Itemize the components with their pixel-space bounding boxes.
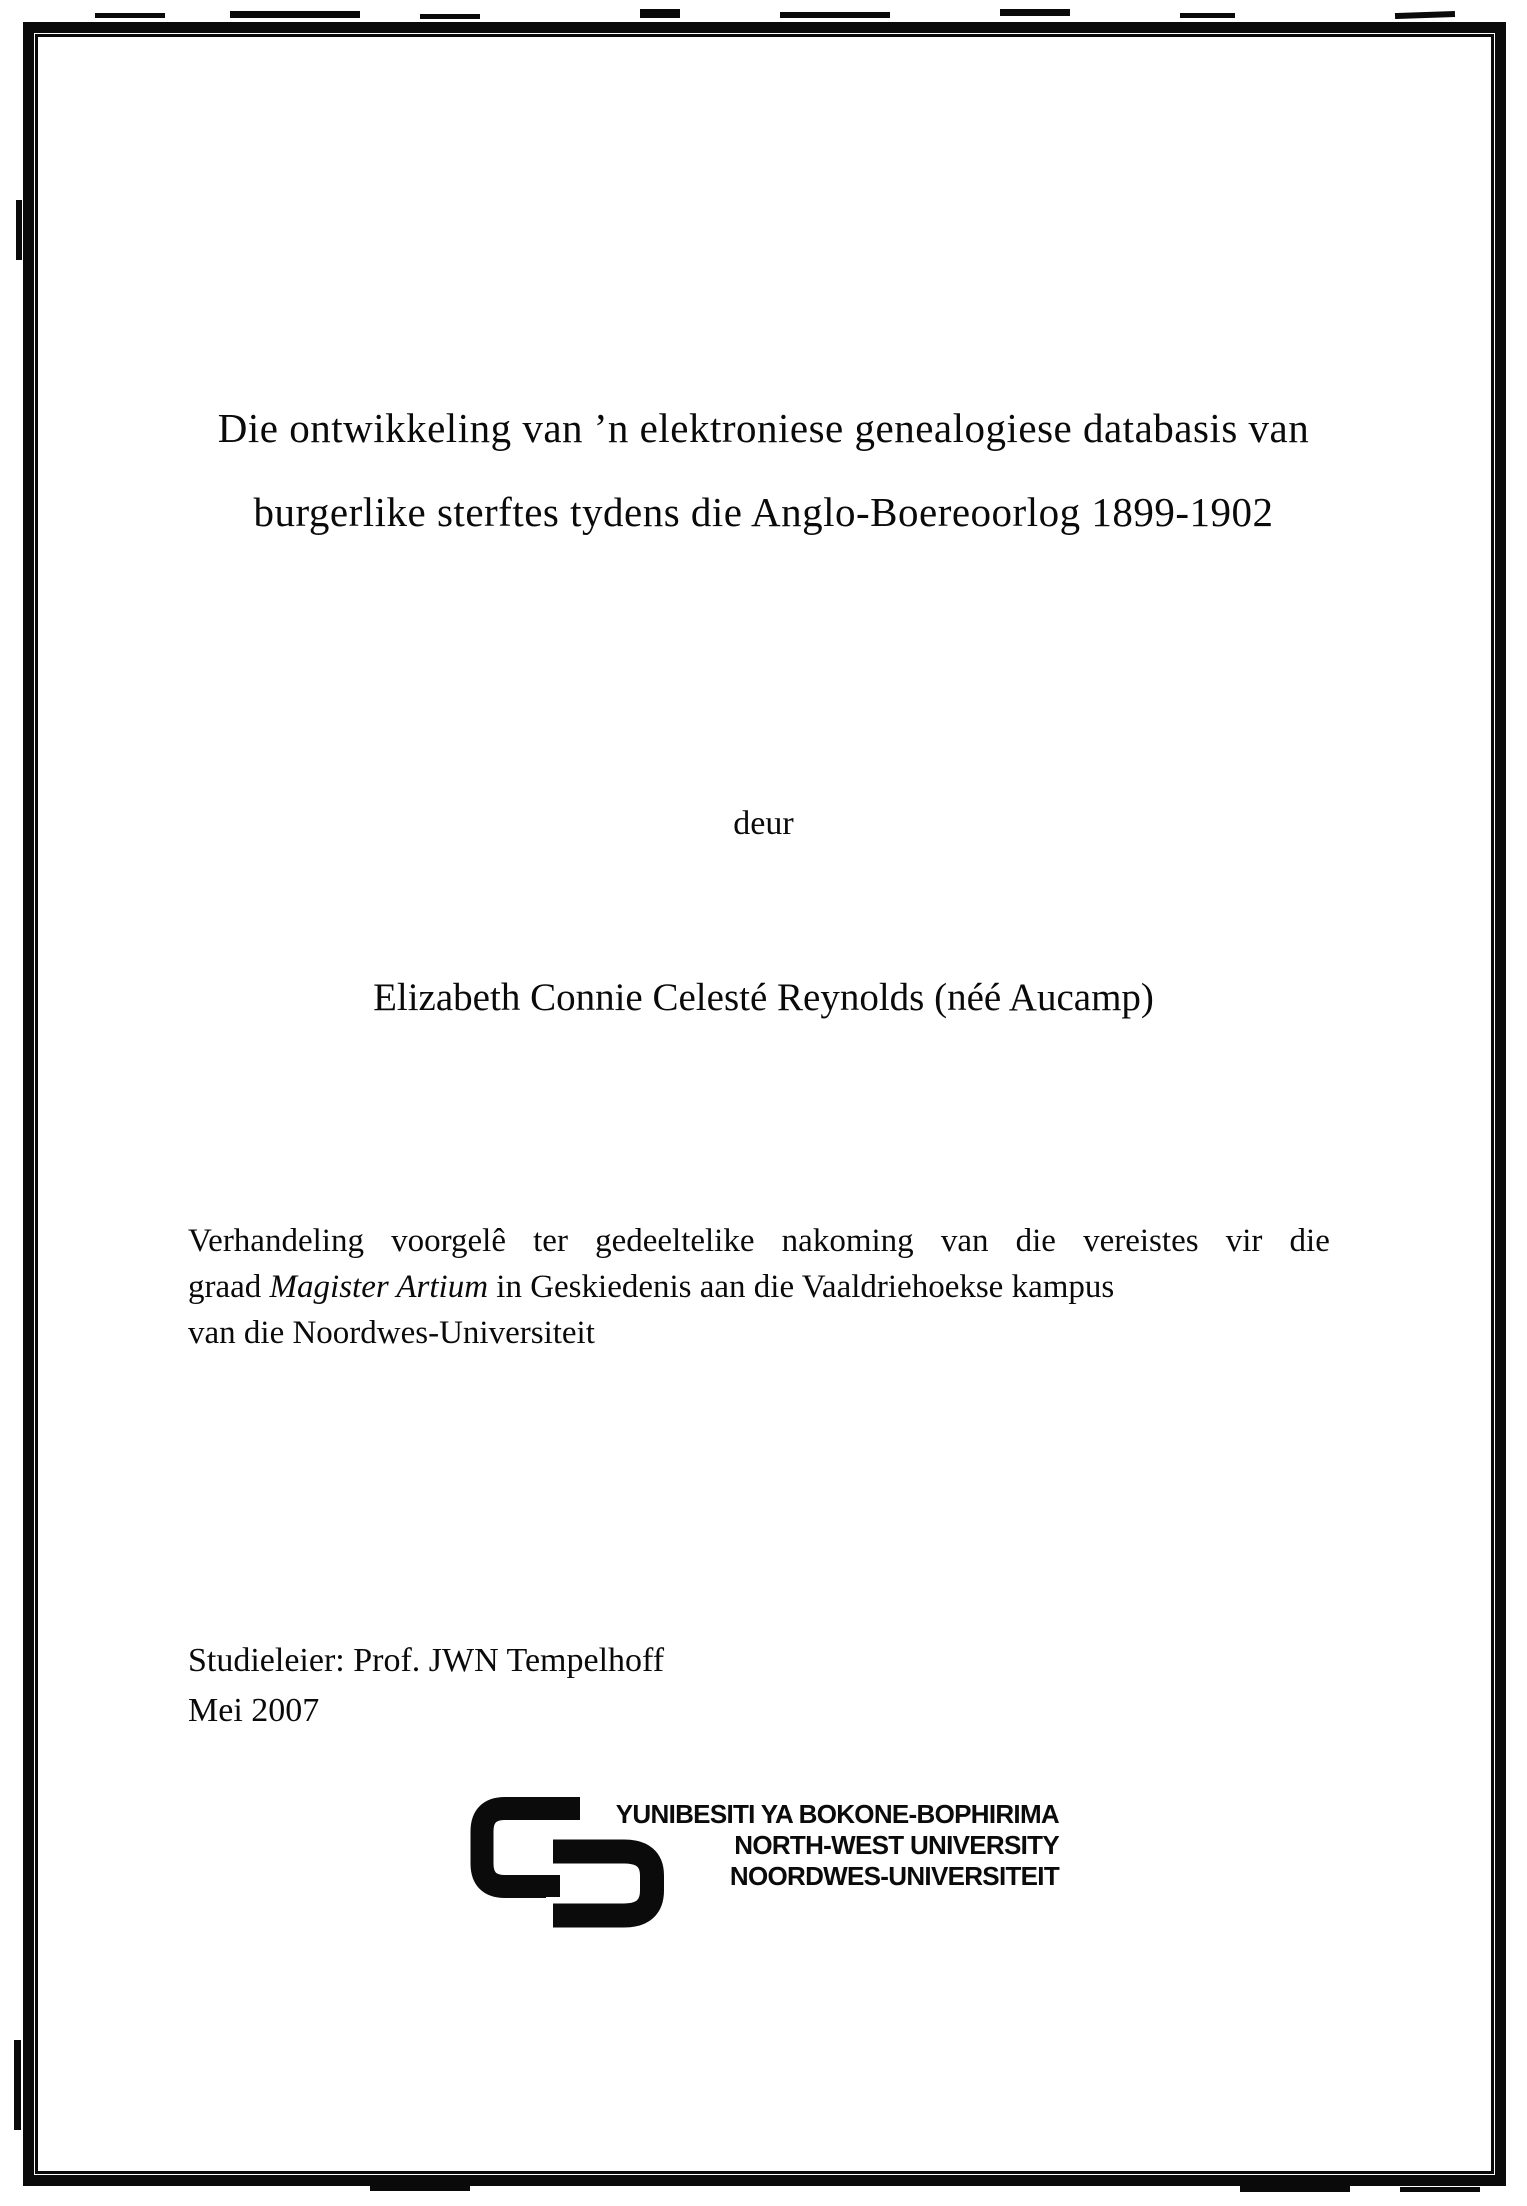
scan-artifact <box>1180 13 1235 18</box>
statement-line-2-post: in Geskiedenis aan die Vaaldriehoekse kampus <box>488 1269 1115 1305</box>
statement-line-2-pre: graad <box>188 1269 270 1305</box>
statement-line-3: van die Noordwes-Universiteit <box>188 1315 595 1351</box>
date-line: Mei 2007 <box>188 1692 320 1729</box>
statement-line-1: Verhandeling voorgelê ter gedeeltelike nakoming van die vereistes vir die <box>188 1223 1330 1259</box>
scan-artifact <box>16 200 22 260</box>
logo-line-setswana: YUNIBESITI YA BOKONE-BOPHIRIMA <box>615 1799 1059 1829</box>
logo-line-english: NORTH-WEST UNIVERSITY <box>734 1830 1059 1860</box>
scan-artifact <box>1240 2186 1350 2192</box>
degree-name-italic: Magister Artium <box>269 1269 489 1305</box>
scan-artifact <box>1000 9 1070 16</box>
scan-artifact <box>14 2040 21 2130</box>
scan-artifact <box>780 12 890 18</box>
logo-wordmark <box>589 1799 1059 1892</box>
statement-line-2 <box>188 1264 1330 1310</box>
thesis-title-line-2: burgerlike sterftes tydens die Anglo-Boereoorlog 1899-1902 <box>253 489 1274 535</box>
byline-deur: deur <box>733 805 794 842</box>
submission-statement <box>188 1218 1330 1356</box>
scan-artifact <box>1400 2187 1480 2192</box>
scan-artifact <box>95 13 165 18</box>
logo-line-afrikaans: NOORDWES-UNIVERSITEIT <box>729 1861 1059 1891</box>
thesis-title <box>40 386 1487 554</box>
scan-artifact <box>420 14 480 19</box>
author-name: Elizabeth Connie Celesté Reynolds (néé Aucamp) <box>373 976 1154 1019</box>
scan-artifact <box>640 9 680 18</box>
supervisor-block <box>188 1636 664 1736</box>
scan-artifact <box>1395 11 1455 19</box>
thesis-title-line-1: Die ontwikkeling van ’n elektroniese genealogiese databasis van <box>217 405 1310 451</box>
scan-artifact <box>230 11 360 18</box>
scan-artifact <box>370 2186 470 2191</box>
supervisor-line: Studieleier: Prof. JWN Tempelhoff <box>188 1642 665 1679</box>
